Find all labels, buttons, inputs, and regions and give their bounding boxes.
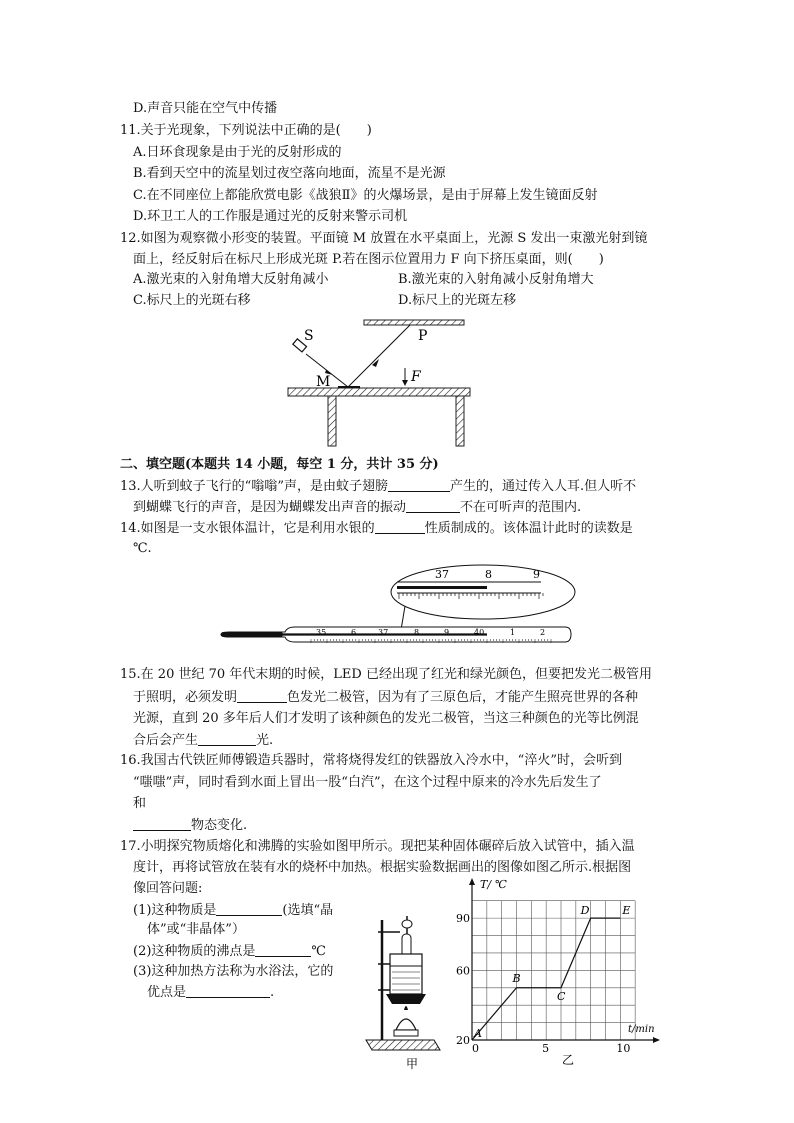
q17-blank-2[interactable] xyxy=(255,942,311,957)
asbestos-gauze xyxy=(386,994,426,1004)
q16-blank[interactable] xyxy=(133,816,191,831)
q16-line4: 物态变化. xyxy=(133,816,247,835)
point-label-d: D xyxy=(580,904,590,918)
scale-label-2: 2 xyxy=(540,628,546,637)
scale-label-40: 40 xyxy=(474,628,485,637)
q15-blank-2[interactable] xyxy=(198,731,256,746)
q16-line1: 16.我国古代铁匠师傅锻造兵器时，常将烧得发红的铁器放入冷水中，“淬火”时，会听到 xyxy=(120,753,622,768)
q17-blank-1[interactable] xyxy=(216,901,282,916)
alcohol-lamp-icon xyxy=(396,1019,416,1030)
scale-label-35: 35 xyxy=(316,628,327,637)
table-leg-right xyxy=(456,396,464,446)
y-tick-label: 90 xyxy=(456,912,470,926)
q14-line2: ℃. xyxy=(133,541,152,556)
q12-option-a: A.激光束的入射角增大反射角减小 xyxy=(133,272,329,287)
q16-line3: 和 xyxy=(133,796,147,811)
y-tick-label: 20 xyxy=(456,1034,470,1047)
label-m: M xyxy=(316,374,331,390)
q14-line1: 14.如图是一支水银体温计，它是利用水银的 性质制成的。该体温计此时的读数是 xyxy=(120,521,633,536)
reflected-beam xyxy=(348,325,410,387)
q13-blank-2[interactable] xyxy=(406,498,460,513)
ruler-bar xyxy=(364,320,464,325)
q17-apparatus-figure xyxy=(360,912,450,1072)
x-axis-label: t/min xyxy=(628,1024,655,1035)
x-tick-label: 0 xyxy=(472,1042,479,1055)
label-f: F xyxy=(411,369,421,385)
q12-stem-line1: 12.如图为观察微小形变的装置。平面镜 M 放置在水平桌面上，光源 S 发出一束激光射到镜 xyxy=(120,231,648,246)
q17-sub2: (2)这种物质的沸点是 ℃ xyxy=(133,944,326,959)
y-axis-arrow xyxy=(469,878,475,885)
q12-option-d: D.标尺上的光斑左移 xyxy=(398,293,517,308)
q17-line1: 17.小明探究物质熔化和沸腾的实验如图甲所示。现把某种固体碾碎后放入试管中，插入温 xyxy=(120,839,635,854)
q13-blank-1[interactable] xyxy=(388,477,450,492)
zoom-bubble xyxy=(391,565,575,619)
scale-label-6: 6 xyxy=(351,628,357,637)
scale-label-9: 9 xyxy=(444,628,450,637)
q15-line2: 于照明，必须发明 色发光二极管，因为有了三原色后，才能产生照亮世界的各种 xyxy=(133,690,639,705)
point-label-b: B xyxy=(512,971,521,985)
zoom-label-8: 8 xyxy=(485,568,492,581)
stand-base xyxy=(366,1040,440,1050)
mercury-bulb xyxy=(221,632,283,637)
q15-line4: 合后会产生 光. xyxy=(133,733,274,748)
q15-line3: 光源，直到 20 多年后人们才发明了该种颜色的发光二极管，当这三种颜色的光等比例混 xyxy=(133,711,639,726)
zoom-label-9: 9 xyxy=(533,568,540,581)
point-label-a: A xyxy=(474,1027,482,1040)
q11-option-c: C.在不同座位上都能欣赏电影《战狼Ⅱ》的火爆场景，是由于屏幕上发生镜面反射 xyxy=(133,188,598,203)
scale-label-37: 37 xyxy=(378,628,389,637)
caption-yi: 乙 xyxy=(562,1053,575,1067)
q11-option-a: A.日环食现象是由于光的反射形成的 xyxy=(133,145,342,160)
q11-option-b: B.看到天空中的流星划过夜空落向地面，流星不是光源 xyxy=(133,166,446,181)
q17-sub3-cont: 优点是 . xyxy=(147,985,275,1000)
q15-blank-1[interactable] xyxy=(237,688,287,703)
q10-option-d: D.声音只能在空气中传播 xyxy=(133,101,278,116)
q11-stem: 11.关于光现象，下列说法中正确的是( ) xyxy=(120,123,372,138)
q11-option-d: D.环卫工人的工作服是通过光的反射来警示司机 xyxy=(133,209,408,224)
q17-sub3: (3)这种加热方法称为水浴法，它的 xyxy=(133,964,334,979)
label-p: P xyxy=(418,328,428,344)
q12-mirror-figure xyxy=(280,312,480,452)
beaker xyxy=(390,954,422,994)
point-label-e: E xyxy=(622,904,631,918)
q14-blank-1[interactable] xyxy=(375,519,425,534)
q12-stem-line2: 面上，经反射后在标尺上形成光斑 P.若在图示位置用力 F 向下挤压桌面，则( ) xyxy=(133,252,604,267)
x-axis-arrow xyxy=(653,1037,660,1043)
caption-jia: 甲 xyxy=(406,1057,419,1071)
scale-label-1: 1 xyxy=(510,628,516,637)
label-s: S xyxy=(304,328,314,344)
x-tick-label: 5 xyxy=(542,1042,550,1055)
q17-sub1: (1)这种物质是 (选填“晶 xyxy=(133,903,334,918)
y-axis-label: T/ ℃ xyxy=(480,878,507,891)
q12-option-b: B.激光束的入射角减小反射角增大 xyxy=(398,272,594,287)
q14-thermometer-figure xyxy=(215,562,580,652)
q12-option-c: C.标尺上的光斑右移 xyxy=(133,293,251,308)
q17-sub1-cont: 体”或“非晶体”） xyxy=(147,922,245,937)
scale-label-8: 8 xyxy=(414,628,420,637)
q17-line2: 度计，再将试管放在装有水的烧杯中加热。根据实验数据画出的图像如图乙所示.根据图 xyxy=(133,860,632,875)
x-tick-label: 10 xyxy=(616,1042,631,1055)
q16-line2: “嗤嗤”声，同时看到水面上冒出一股“白汽”，在这个过程中原来的冷水先后发生了 xyxy=(133,775,602,790)
q15-line1: 15.在 20 世纪 70 年代末期的时候，LED 已经出现了红光和绿光颜色，但要把发光二极管用 xyxy=(120,667,652,682)
q13-line1: 13.人听到蚊子飞行的“嗡嗡”声，是由蚊子翅膀 产生的，通过传入人耳.但人听不 xyxy=(120,479,637,494)
q17-blank-3[interactable] xyxy=(186,983,270,998)
y-tick-label: 60 xyxy=(456,964,470,978)
q17-temperature-graph xyxy=(450,872,670,1072)
q17-line3: 像回答问题: xyxy=(133,881,203,896)
section-2-title: 二、填空题(本题共 14 小题，每空 1 分，共计 35 分) xyxy=(120,457,439,472)
table-leg-left xyxy=(328,396,336,446)
point-label-c: C xyxy=(557,989,566,1003)
zoom-label-37: 37 xyxy=(435,568,449,581)
q13-line2: 到蝴蝶飞行的声音，是因为蝴蝶发出声音的振动 不在可听声的范围内. xyxy=(133,500,582,515)
